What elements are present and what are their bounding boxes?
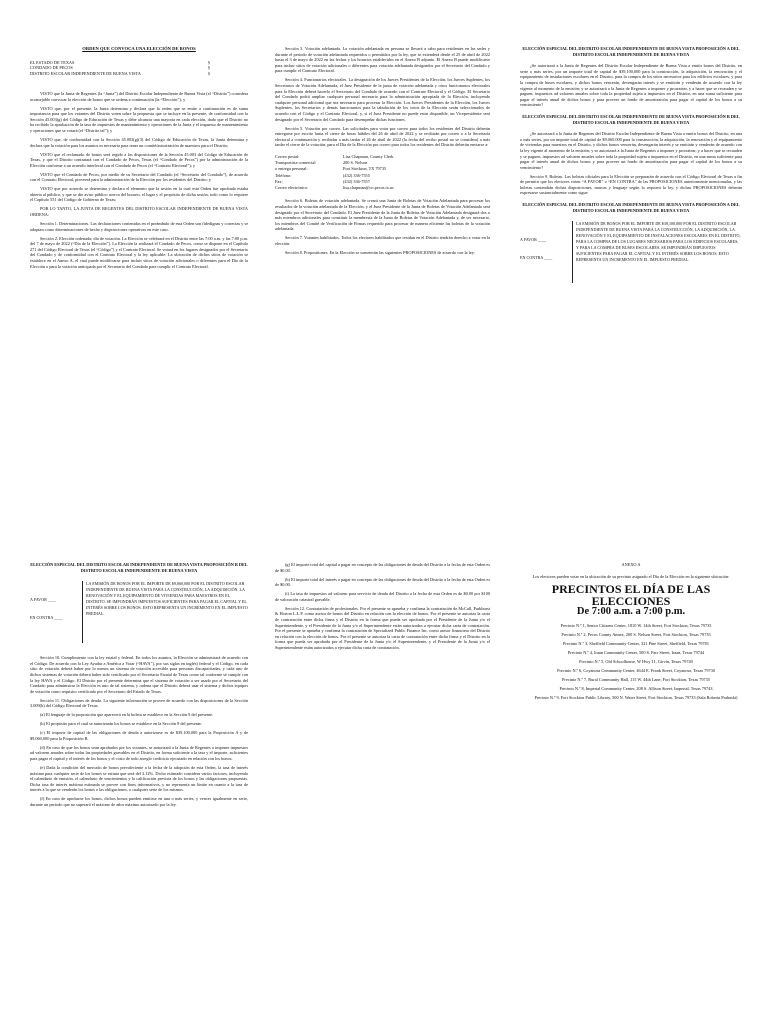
- section-12: Sección 12. Contratación de profesionales. Por el presente se aprueba y confirma la contratación de McCall, Parkhurst & Horton L.L.P. como asesor de bonos del Distrito en relación con la elección de bonos. Por el presente se autoriza la carta de contratación entre dicha firma y el Distrito en la forma que pueda ser aprobada por el Presidente de la Junta y/o el Superintendente, y el Presidente de la Junta y/o el Superintendente están autorizados a ejecutar dicha carta de contratación. Por el presente se aprueba y confirma la contratación de Specialized Public Finance Inc. como asesor financiero del Distrito en relación con la elección de bonos. Por el presente se autoriza la carta de contratación entre dicha firma y el Distrito en la forma que pueda ser aprobada por el Presidente de la Junta y/o el Superintendente, y el Presidente de la Junta y/o el Superintendente están autorizados a ejecutar dicha carta de contratación.: [275, 605, 490, 650]
- caption-header: EL ESTADO DE TEXAS § CONDADO DE PECOS § DISTRITO ESCOLAR INDEPENDIENTE DE BUENA VISTA §: [30, 59, 210, 77]
- annex-a: [520, 562, 742, 704]
- ordering-clause: POR LO TANTO, LA JUNTA DE REGENTES DEL DISTRITO ESCOLAR INDEPENDIENTE DE BUENA VISTA ORDENA:: [30, 206, 248, 218]
- order-title: ORDEN QUE CONVOCA UNA ELECCIÓN DE BONOS: [82, 46, 196, 51]
- column-3-top: [520, 46, 742, 291]
- polling-location: Precinto N.º 7, Rural Community Hall, 115 W. 44th Lane, Fort Stockton, Texas 79735: [562, 676, 710, 682]
- recital-paragraph: VISTO que el reclamado de bonos será regido a las disposiciones de la Sección 45.003 del Código de Educación de Texas, y que el Distrito contratará con el Condado de Pecos, Texas (el “Condado de Pecos”) por la administración de la Elección conforme a un acuerdo interlocal con el Condado de Pecos (el “Contrato Electoral”); y: [30, 151, 248, 168]
- column-1-top: [30, 46, 248, 273]
- polling-location: Precinto N.º 9, Fort Stockton Public Library, 500 N. Water Street, Fort Stockton, Texas 79735 (Sala Roberta Prahaski): [534, 694, 738, 700]
- election-day-hours: De 7:00 a.m. a 7:00 p.m.: [576, 606, 686, 618]
- section-6: Sección 6. Boletas de votación adelantada. Se creará una Junta de Boletas de Votación Adelantada para procesar los resultados de la votación adelantada de la Elección, y el Juez Presidente de la Junta de Boletas de Votación Adelantada será designado por el Secretario del Condado. El Juez Presidente de la Junta de Boletas de Votación Adelantada designará dos o más miembros adicionales para constituir la membresía de la Junta de Boletas de Votación Adelantada y, de ser necesario, los miembros del Comité de Verificación de Firmas requerido para procesar de manera eficiente las boletas de la votación adelantada.: [275, 198, 490, 232]
- section-10: Sección 10. Cumplimiento con la ley estatal y federal. En todos los asuntos, la Elección se administrará de acuerdo con el Código. De acuerdo con la Ley Ayudar a América a Votar (“HAVA”), por sus siglas en inglés) federal y el Código, en cada sitio de votación deberá haber por lo menos un sistema de votación accesible para personas discapacitadas, y cada uno de dichos sistemas de votación deberá haber sido certificado por el Secretario Estatal de Texas como tal conforme se cumple con la ley HAVA y el Código. El Distrito por el presente determina que el sistema de votación a ser usado por el Secretario del Condado para administrar la Elección es uno de tal sistema, y ordena que el Distrito deberá usar el sistema y dichos equipos de votación como requisito certificado por el Secretario del Estado de Texas.: [30, 655, 248, 694]
- header-district: DISTRITO ESCOLAR INDEPENDIENTE DE BUENA VISTA: [30, 71, 141, 77]
- polling-location: Precinto N.º 6, Coyanosa Community Center, 4644 E. Frank Street, Coyanosa, Texas 79730: [557, 667, 715, 673]
- header-state: EL ESTADO DE TEXAS: [30, 59, 75, 65]
- ballot-contra-label: EN CONTRA ____: [30, 615, 63, 621]
- ballot-favor-label: A FAVOR ____: [30, 597, 57, 603]
- polling-location: Precinto N.º 3, Sheffield Community Center, 321 Pine Street, Sheffield, Texas 79781: [563, 640, 709, 646]
- section-11-a: (a) El lenguaje de la proposición que aparecerá en la boleta se establece en la Sección 9 del presente.: [40, 712, 214, 718]
- section-1: Sección 1. Determinaciones. Las declaraciones contenidas en el preámbulo de esta Orden son fidedignas y correctas y se adoptan como determinaciones de hecho y disposiciones operativas en este caso.: [30, 221, 248, 232]
- polling-location: Precinto N.º 5, Old Schoolhouse, W Hwy 11, Girvin, Texas 79740: [579, 658, 693, 664]
- recital-paragraph: VISTO que, de conformidad con la Sección 45.003(g)(3) del Código de Educación de Texas, la Junta determina y declara que la votación para los asuntos es necesaria para tener un comité/autorización de maestros para el Distrito;: [30, 136, 248, 148]
- ballot-b-text: LA EMISIÓN DE BONOS POR EL IMPORTE DE $9,060,000 POR EL DISTRITO ESCOLAR INDEPENDIENTE DE BUENA VISTA PARA LA CONSTRUCCIÓN, LA ADQUISICIÓN, LA RENOVACIÓN Y EL EQUIPAMIENTO DE VIVIENDAS PARA MAESTROS EN EL DISTRITO. SE IMPONDRÁN IMPUESTOS SUFICIENTES PARA PAGAR EL CAPITAL Y EL INTERÉS SOBRE LOS BONOS. ESTO REPRESENTA UN INCREMENTO EN EL IMPUESTO PREDIAL.: [86, 581, 248, 616]
- recital-paragraph: VISTO que, por el presente, la Junta determina y declara que la orden que se emite a continuación es de suma importancia para que los votantes del Distrito voten sobre la propuesta que se incluye en la presente, de conformidad con la Sección 45.003(g) del Código de Educación de Texas y debe alcanzar una mayoría en cada elección, dado que el Distrito no ha recibido la aprobación de la tasa de impuestos de mantenimiento y operaciones de la Junta y el impuesto de mantenimiento y operaciones que se votará (el “Distrito tal”); y: [30, 105, 248, 133]
- section-11-g: (g) El importe total del capital a pagar en concepto de las obligaciones de deuda del Distrito a la fecha de esta Orden es de $0.00.: [275, 562, 490, 573]
- column-1-bottom: [30, 562, 248, 811]
- recital-paragraph: VISTO que el Condado de Pecos, por medio de su Secretario del Condado (el “Secretario del Condado”), de acuerdo con el Contrato Electoral, proveerá para la administración de la Elección por los residentes del Distrito; y: [30, 171, 248, 183]
- proposition-b-caption: ELECCIÓN ESPECIAL DEL DISTRITO ESCOLAR INDEPENDIENTE DE BUENA VISTA PROPOSICIÓN B DEL DISTRITO ESCOLAR INDEPENDIENTE DE BUENA VISTA: [522, 113, 740, 125]
- section-7: Sección 7. Votantes habilitados. Todos los electores habilitados que residan en el Distrito tendrán derecho a votar en la elección.: [275, 235, 490, 246]
- polling-location: Precinto N.º 1, Senior Citizens Center, 1810 W. 14th Street, Fort Stockton, Texas 79735: [560, 622, 712, 628]
- column-2-bottom: [275, 562, 490, 654]
- ballot-proposition-b: [30, 579, 248, 645]
- ballot-bracket: [572, 221, 573, 283]
- ballot-a-caption: ELECCIÓN ESPECIAL DEL DISTRITO ESCOLAR INDEPENDIENTE DE BUENA VISTA PROPOSICIÓN A DEL DISTRITO ESCOLAR INDEPENDIENTE DE BUENA VISTA: [522, 202, 740, 213]
- column-2-top: [275, 46, 490, 259]
- proposition-b-text: ¿Se autorizará a la Junta de Regentes del Distrito Escolar Independiente de Buena Vista a emitir bonos del Distrito, en una o más series, por un importe total de capital de $9,060,000 para la construcción, la adquisición, la renovación y el equipamiento de viviendas para maestros en el Distrito, y dichos bonos vencerán, devengarán interés y se emitirán y venderán de acuerdo con la ley vigente al momento de la emisión; y se autorizará a la Junta de Regentes a imponer y prorratear, y a hacer que se recauden y se paguen, impuestos ad valorem anuales sobre toda la propiedad sujeta a impuestos en el Distrito, en una suma suficiente para pagar el interés anual de dichos bonos y para proveer un fondo de amortización para pagar el capital de los bonos a su vencimiento?: [520, 131, 742, 170]
- proposition-a-text: ¿Se autorizará a la Junta de Regentes del Distrito Escolar Independiente de Buena Vista a emitir bonos del Distrito, en serie o más series, por un importe total de capital de $39,100,000 para la construcción, la adquisición, la renovación y el equipamiento de instalaciones escolares en el Distrito, para la compra de los sitios necesarios para los edificios escolares, y para la compra de buses escolares, y dichos bonos vencerán, devengarán interés y se emitirán y venderán de acuerdo con la ley vigente al momento de la emisión; y se autorizará a la Junta de Regentes a imponer y prorratear, y a hacer que se recauden y se paguen, impuestos ad valorem anuales sobre toda la propiedad sujeta a impuestos en el Distrito, en una suma suficiente para pagar el interés anual de dichos bonos y para proveer un fondo de amortización para pagar el capital de los bonos a su vencimiento?: [520, 63, 742, 108]
- header-county: CONDADO DE PECOS: [30, 65, 73, 71]
- mail-ballot-address: Correo postal: Lisa Chapman, County Clerk Transportista comercial 200 S. Nelson o entrega personal: Fort Stockton, TX 79735 Teléfono: (432) 336-7555 Fax: (432) 336-7557 Correo electrónico: lisa.chapman@co.pecos.tx.us: [275, 153, 394, 190]
- ballot-a-text: LA EMISIÓN DE BONOS POR EL IMPORTE DE $39,100,000 POR EL DISTRITO ESCOLAR INDEPENDIENTE DE BUENA VISTA PARA LA CONSTRUCCIÓN, LA ADQUISICIÓN, LA RENOVACIÓN Y EL EQUIPAMIENTO DE INSTALACIONES ESCOLARES EN EL DISTRITO, PARA LA COMPRA DE LOS LUGARES NECESARIOS PARA LOS EDIFICIOS ESCOLARES, Y PARA LA COMPRA DE BUSES ESCOLARES. SE IMPONDRÁN IMPUESTOS SUFICIENTES PARA PAGAR EL CAPITAL Y EL INTERÉS SOBRE LOS BONOS. ESTO REPRESENTA UN INCREMENTO EN EL IMPUESTO PREDIAL.: [576, 221, 741, 262]
- annex-intro: Los electores pueden votar en la ubicación de su precinto asignado el Día de la Elección en la siguiente ubicación:: [532, 573, 730, 579]
- section-11-i: (i) La tasa de impuestos ad valorem para servicio de deuda del Distrito a la fecha de esta Orden es de $0.00 por $100 de valoración catastral gravable.: [275, 591, 490, 602]
- ballot-contra-label: EN CONTRA ____: [520, 255, 553, 261]
- recital-paragraph: VISTO que por acuerdo se determina y declara el elemento que la sesión en la cual esta Orden fue aprobada estaba abierta al público, y que se dio aviso público acerca del horario, el lugar y el propósito de dicha sesión, todo como lo requiere el Capítulo 551 del Código de Gobierno de Texas;: [30, 186, 248, 203]
- polling-location: Precinto N.º 8, Imperial Community Center, 208 S. Allison Street, Imperial, Texas 79743: [559, 685, 713, 691]
- section-11-d: (d) En caso de que los bonos sean aprobados por los votantes, se autorizará a la Junta de Regentes a imponer impuestos ad valorem anuales sobre todas las propiedades gravables en el Distrito, en forma suficiente a la tasa y el importe, suficientes para pagar el capital y el interés de los bonos y el costo de todo arreglo crediticio ejecutado en relación con los bonos.: [30, 744, 248, 762]
- ballot-favor-label: A FAVOR ____: [520, 237, 547, 243]
- section-11: Sección 11. Obligaciones de deuda. La siguiente información se provee de acuerdo con las disposiciones de la Sección 3.009(b) del Código Electoral de Texas.: [30, 697, 248, 709]
- section-11-c: (c) El importe de capital de las obligaciones de deuda a autorizarse es de $39,100,000 para la Proposición A y de $9,060,000 para la Proposición B.: [30, 730, 248, 741]
- ballot-bracket: [82, 581, 83, 643]
- election-day-title: PRECINTOS EL DÍA DE LAS ELECCIONES: [551, 582, 711, 609]
- recital-paragraph: VISTO que la Junta de Regentes (la “Junta”) del Distrito Escolar Independiente de Buena Vista (el “Distrito”) considera aconsejable convocar la elección de bonos que se ordena a continuación (la “Elección”); y: [30, 90, 248, 102]
- section-11-h: (h) El importe total del interés a pagar en concepto de las obligaciones de deuda del Distrito a la fecha de esta Orden es de $0.00.: [275, 576, 490, 588]
- section-5: Sección 5. Votación por correo. Las solicitudes para votar por correo para todos los residentes del Distrito deberán entregarse por escrito hasta el cierre de horas hábiles del 26 de abril de 2022 y se recibirán por correo o a la Secretaría electoral a continuación y recibidas a más tardar el 26 de abril de 2022 (la fecha del recibo postal no se considera) a más tardar el cierre de la votación, para el Día de la Elección por correo para todos los residentes del Distrito deberán enviarse a:: [275, 125, 490, 148]
- section-2: Sección 2. Elección ordenada; día de votación. La Elección se celebrará en el Distrito entre las 7:00 a.m. y las 7:00 p.m. del 7 de mayo de 2022 (“Día de la Elección”). La Elección la realizará el Condado de Pecos, como se dispone en el Capítulo 271 del Código Electoral de Texas (el “Código”) y el Contrato Electoral. Se votará en los lugares designados por el Secretario del Condado y de conformidad con el Contrato Electoral y la ley aplicable. La ubicación de dichos sitios de votación se establece en el Anexo A, el cual puede modificarse para incluir sitios de votación adicionales o diferentes para el Día de la Elección o para la votación anticipada por el Secretario del Condado para cumplir el Contrato Electoral.: [30, 235, 248, 269]
- ballot-proposition-a: [520, 219, 742, 285]
- polling-location: Precinto N.º 4, Iraan Community Center, 500 S. Farr Street, Iraan, Texas 79744: [567, 649, 705, 655]
- proposition-a-caption: ELECCIÓN ESPECIAL DEL DISTRITO ESCOLAR INDEPENDIENTE DE BUENA VISTA PROPOSICIÓN A DEL DISTRITO ESCOLAR INDEPENDIENTE DE BUENA VISTA: [522, 46, 740, 57]
- section-8: Sección 8. Propositiones. En la Elección se someterán las siguientes PROPOSICIONES de acuerdo con la ley:: [285, 249, 476, 255]
- annex-label: ANEXO A: [621, 562, 641, 567]
- ballot-a-caption-repeat: ELECCIÓN ESPECIAL DEL DISTRITO ESCOLAR INDEPENDIENTE DE BUENA VISTA PROPOSICIÓN B DEL DISTRITO ESCOLAR INDEPENDIENTE DE BUENA VISTA: [30, 562, 248, 573]
- section-3: Sección 3. Votación adelantada. La votación adelantada en persona se llevará a cabo para residentes en las sedes y durante el período de votación adelantada requeridos o permitidos por la ley, que se extenderá desde el 25 de abril de 2022 hasta el 3 de mayo de 2022 en las fechas y los horarios establecidos en el Anexo B adjunto. El Anexo B puede modificarse para incluir sitios de votación adicionales o diferentes para votación adelantada designados por el Secretario del Condado y para cumplir el Contrato Electoral.: [275, 46, 490, 74]
- section-9: Sección 9. Boletas. Las boletas oficiales para la Elección se prepararán de acuerdo con el Código Electoral de Texas a fin de permitir que los electores voten “A FAVOR” o “EN CONTRA” de las PROPOSICIONES anteriormente mencionadas, y las boletas contendrán dichas disposiciones, marcas y lenguaje según lo requiera la ley, y dichas PROPOSICIONES deberán expresarse sustancialmente como sigue:: [520, 173, 742, 196]
- section-11-e: (e) Dada la condición del mercado de bonos prevaleciente a la fecha de la adopción de esta Orden, la tasa de interés máxima para cualquier serie de los bonos se estima que será del 3.12%. Dicho estimado considera varios factores, incluyendo el calendario de emisión, el calendario de vencimientos y la calificación prevista de los bonos y las obligaciones propuestas. Dicha tasa de interés máxima estimada se provee con fines informativos, y no representa un límite en cuanto a la tasa de interés a la que se venderán los bonos o las obligaciones, o cualquier serie de los mismos.: [30, 765, 248, 793]
- section-11-b: (b) El propósito para el cual se autorizarán los bonos se establece en la Sección 8 del presente.: [40, 721, 203, 727]
- polling-location: Precinto N.º 2, Pecos County Annex, 200 S. Nelson Street, Fort Stockton, Texas 79735: [561, 631, 711, 637]
- section-11-f: (f) En caso de aprobarse los bonos, dichos bonos pueden emitirse en una o más series, y vencer igualmente en serie, durante un período que no superará el máximo de años máximo autorizado por la ley.: [30, 796, 248, 807]
- section-4: Sección 4. Funcionarios electorales. La designación de los Jueces Presidentes de la Elección, los Jueces Suplentes, los Secretarios de Votación Adelantada, el Juez Presidente de la junta de votación adelantada y otros funcionarios electorales para la Elección deberá hacerlo el Secretario del Condado de acuerdo con el Contrato Electoral y el Código. El Secretario del Condado podrá ampliar cualquier personal necesario para la administración apropiada de la Elección, incluyendo cualquier personal adicional que sea necesario para procesar la Elección. Los Jueces Presidentes de la Elección, los Jueces Suplentes, los Secretarios y demás funcionarios para la tabulación de los votos de la Elección serán seleccionados de acuerdo con el Código y el Contrato Electoral, y, si el Juez Presidente no puede estar disponible, un Vicepresidente será designado por el Secretario del Condado para desempeñar dichas funciones.: [275, 77, 490, 122]
